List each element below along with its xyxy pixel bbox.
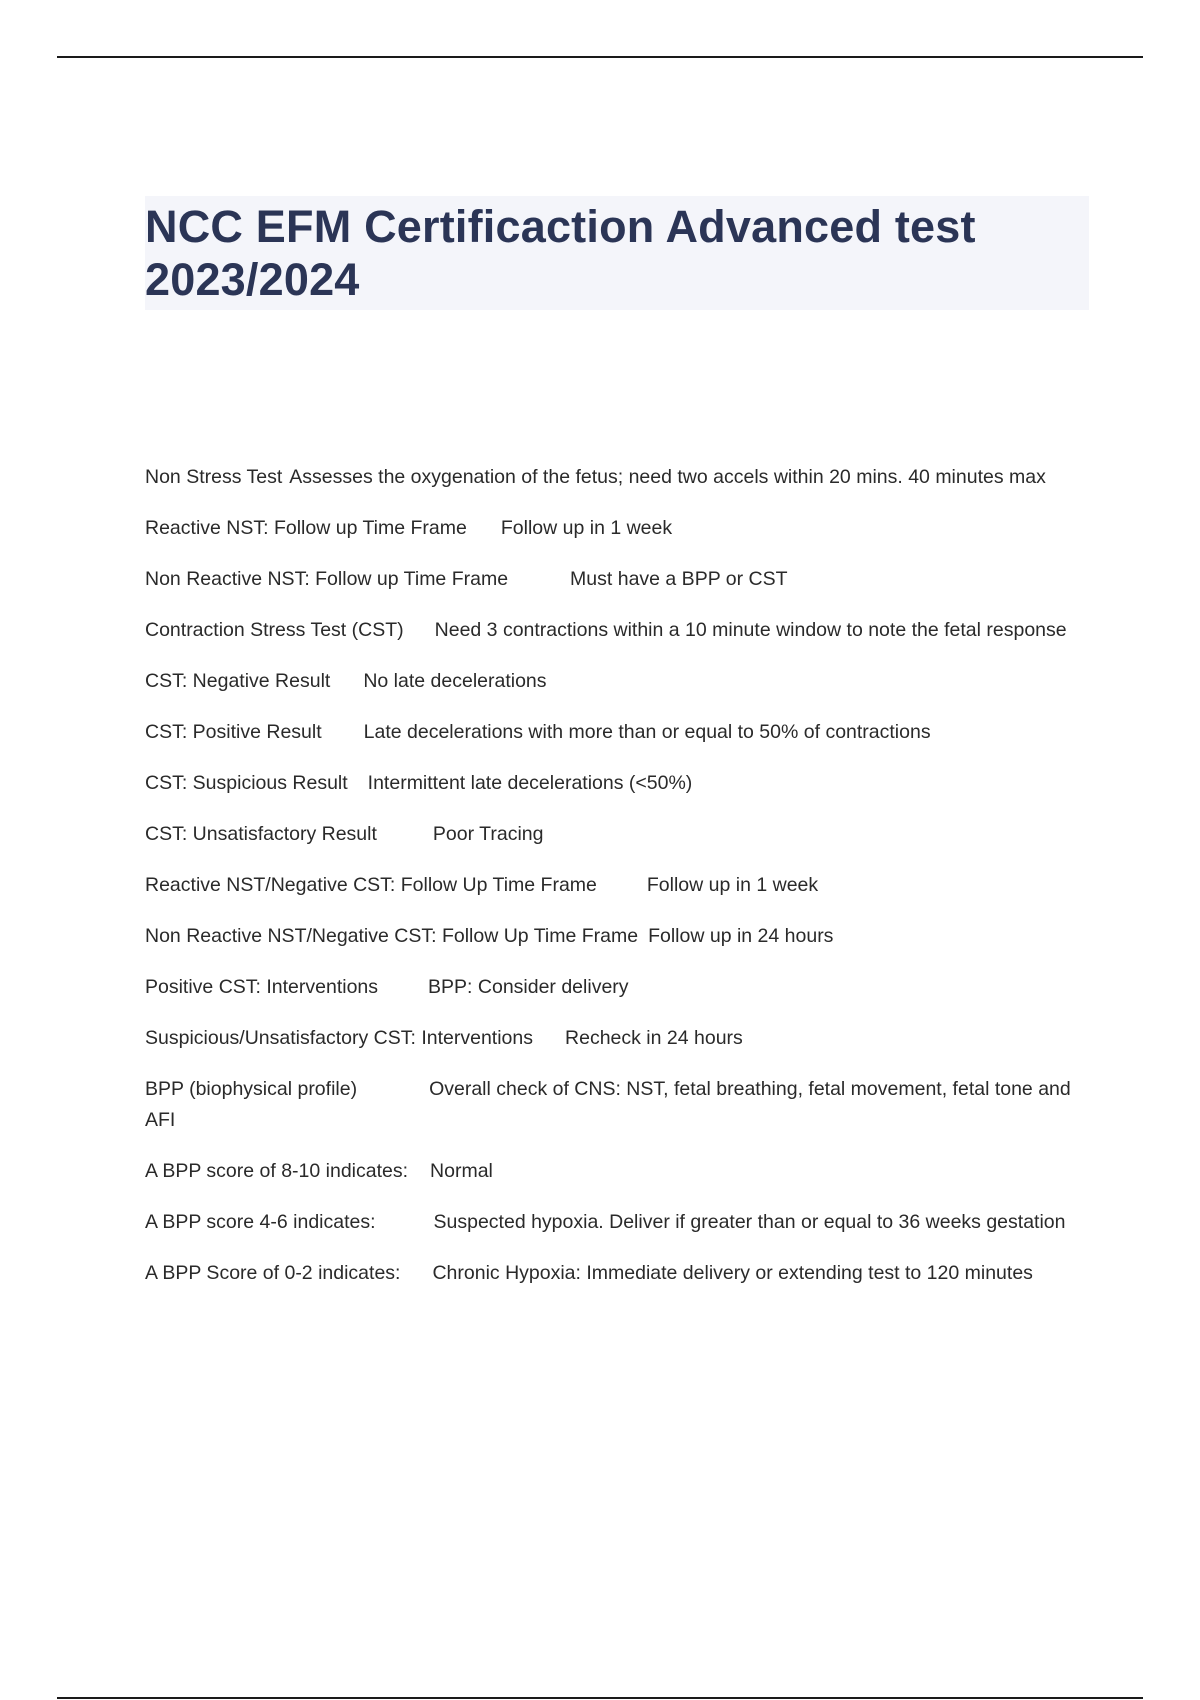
- qa-item: [145, 972, 1095, 1003]
- question: CST: Positive Result: [145, 721, 322, 743]
- qa-item: [145, 462, 1095, 493]
- question: A BPP score 4-6 indicates:: [145, 1211, 376, 1233]
- question: Non Reactive NST/Negative CST: Follow Up Time Frame: [145, 925, 639, 947]
- document-title: NCC EFM Certificaction Advanced test 2023/2024: [145, 201, 976, 305]
- answer: Follow up in 24 hours: [648, 925, 834, 947]
- question: A BPP Score of 0-2 indicates:: [145, 1262, 401, 1284]
- qa-item: [145, 1074, 1095, 1136]
- question: BPP (biophysical profile): [145, 1078, 358, 1100]
- question: Positive CST: Interventions: [145, 976, 379, 998]
- answer: Follow up in 1 week: [500, 517, 673, 539]
- qa-item: [145, 1156, 1095, 1187]
- qa-item: [145, 513, 1095, 544]
- qa-item: [145, 819, 1095, 850]
- qa-item: [145, 564, 1095, 595]
- qa-item: [145, 615, 1095, 646]
- answer: Need 3 contractions within a 10 minute window to note the fetal response: [434, 619, 1067, 641]
- qa-item: [145, 1207, 1095, 1238]
- answer: Chronic Hypoxia: Immediate delivery or extending test to 120 minutes: [432, 1262, 1033, 1284]
- qa-item: [145, 768, 1095, 799]
- question: Non Stress Test: [145, 466, 283, 488]
- qa-item: [145, 666, 1095, 697]
- question: CST: Negative Result: [145, 670, 331, 692]
- answer: Normal: [430, 1160, 493, 1182]
- qa-item: [145, 1023, 1095, 1054]
- question: Reactive NST: Follow up Time Frame: [145, 517, 467, 539]
- answer: Poor Tracing: [432, 823, 544, 845]
- answer: Assesses the oxygenation of the fetus; need two accels within 20 mins. 40 minutes max: [289, 466, 1046, 488]
- answer: No late decelerations: [363, 670, 547, 692]
- qa-item: [145, 921, 1095, 952]
- bottom-rule: [57, 1697, 1143, 1699]
- question: Non Reactive NST: Follow up Time Frame: [145, 568, 509, 590]
- answer: Overall check of CNS: NST, fetal breathing, fetal movement, fetal tone and AFI: [145, 1078, 1071, 1131]
- qa-list: [145, 462, 1095, 1309]
- top-rule: [57, 56, 1143, 58]
- question: Contraction Stress Test (CST): [145, 619, 404, 641]
- answer: Suspected hypoxia. Deliver if greater than or equal to 36 weeks gestation: [433, 1211, 1066, 1233]
- answer: Follow up in 1 week: [646, 874, 819, 896]
- answer: Recheck in 24 hours: [565, 1027, 743, 1049]
- question: CST: Unsatisfactory Result: [145, 823, 377, 845]
- question: A BPP score of 8-10 indicates:: [145, 1160, 409, 1182]
- qa-item: [145, 870, 1095, 901]
- title-banner: [145, 196, 1089, 310]
- question: Reactive NST/Negative CST: Follow Up Time Frame: [145, 874, 597, 896]
- question: CST: Suspicious Result: [145, 772, 348, 794]
- qa-item: [145, 717, 1095, 748]
- answer: Intermittent late decelerations (<50%): [367, 772, 693, 794]
- question: Suspicious/Unsatisfactory CST: Interventions: [145, 1027, 534, 1049]
- answer: BPP: Consider delivery: [428, 976, 629, 998]
- answer: Must have a BPP or CST: [570, 568, 788, 590]
- qa-item: [145, 1258, 1095, 1289]
- answer: Late decelerations with more than or equal to 50% of contractions: [363, 721, 931, 743]
